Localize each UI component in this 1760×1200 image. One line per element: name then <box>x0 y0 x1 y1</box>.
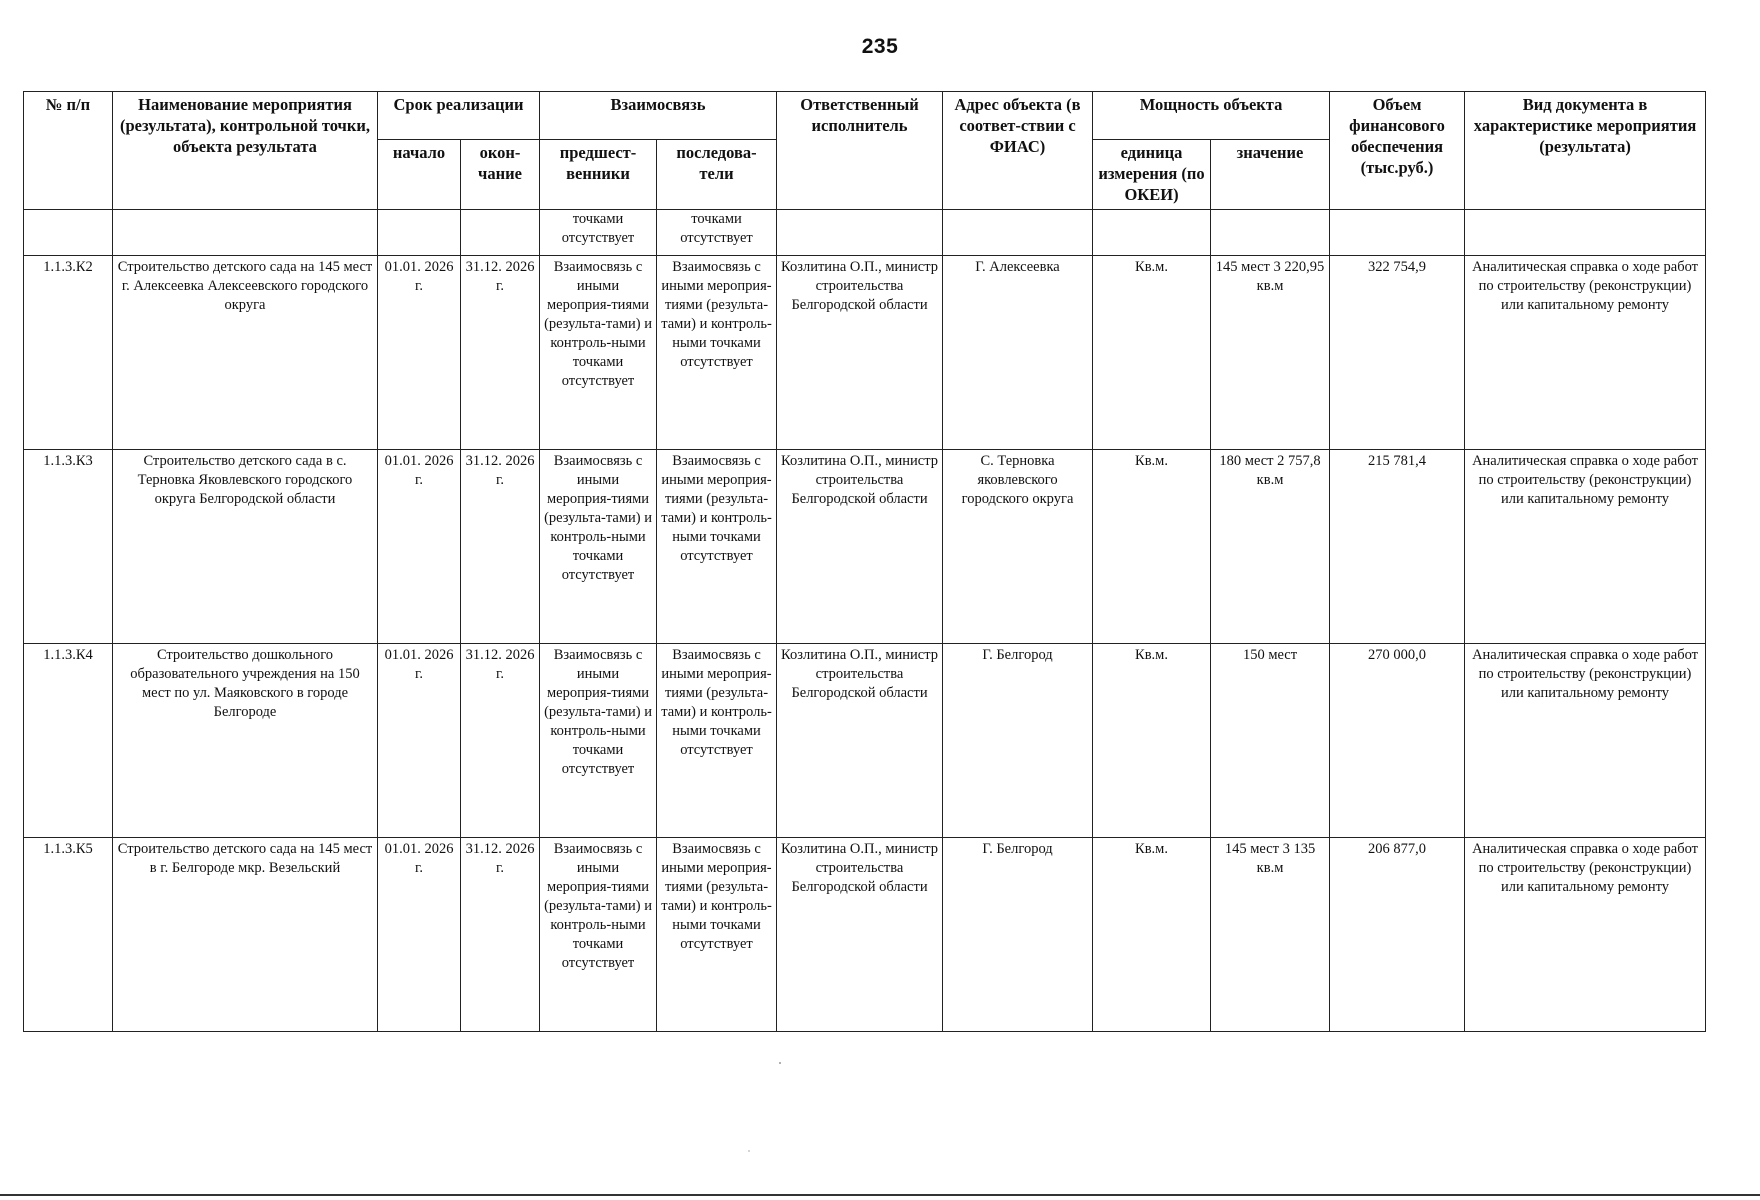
cell-empty <box>943 210 1093 256</box>
cell-responsible: Козлитина О.П., министр строительства Белгородской области <box>777 256 943 450</box>
cell-empty <box>1211 210 1330 256</box>
header-value <box>1211 140 1330 210</box>
header-funding-label: Объем финансового обеспечения (тыс.руб.) <box>1349 95 1445 177</box>
header-term <box>378 92 540 140</box>
header-num <box>24 92 113 210</box>
header-predecessors <box>540 140 657 210</box>
cell-successors: Взаимосвязь с иными мероприя-тиями (результа-тами) и контроль-ными точками отсутствует <box>657 256 777 450</box>
header-doc-type-label: Вид документа в характеристике мероприятия (результата) <box>1473 95 1697 156</box>
header-relation <box>540 92 777 140</box>
cell-successors: точками отсутствует <box>657 210 777 256</box>
header-name <box>113 92 378 210</box>
header-address-label: Адрес объекта (в соответ-ствии с ФИАС) <box>954 95 1081 156</box>
cell-responsible: Козлитина О.П., министр строительства Белгородской области <box>777 838 943 1032</box>
header-successors-label: последова-тели <box>676 143 757 183</box>
cell-unit: Кв.м. <box>1093 450 1211 644</box>
cell-value: 180 мест 2 757,8 кв.м <box>1211 450 1330 644</box>
bottom-rule <box>0 1194 1760 1196</box>
header-responsible-label: Ответственный исполнитель <box>800 95 919 135</box>
cell-predecessors: Взаимосвязь с иными мероприя-тиями (результа-тами) и контроль-ными точками отсутствует <box>540 838 657 1032</box>
header-predecessors-label: предшест-венники <box>559 143 637 183</box>
cell-value: 150 мест <box>1211 644 1330 838</box>
cell-code: 1.1.3.К4 <box>24 644 113 838</box>
cell-doc-type: Аналитическая справка о ходе работ по строительству (реконструкции) или капитальному ремонту <box>1465 450 1706 644</box>
cell-end: 31.12. 2026 г. <box>461 450 540 644</box>
cell-empty <box>1093 210 1211 256</box>
header-term-end-label: окон-чание <box>478 143 522 183</box>
cell-end: 31.12. 2026 г. <box>461 644 540 838</box>
header-unit <box>1093 140 1211 210</box>
cell-name: Строительство детского сада на 145 мест г. Алексеевка Алексеевского городского округа <box>113 256 378 450</box>
cell-address: С. Терновка яковлевского городского округа <box>943 450 1093 644</box>
cell-empty <box>1465 210 1706 256</box>
header-address <box>943 92 1093 210</box>
cell-end: 31.12. 2026 г. <box>461 838 540 1032</box>
header-relation-label: Взаимосвязь <box>610 95 706 114</box>
cell-code: 1.1.3.К3 <box>24 450 113 644</box>
header-doc-type <box>1465 92 1706 210</box>
cell-name: Строительство детского сада на 145 мест в г. Белгороде мкр. Везельский <box>113 838 378 1032</box>
header-term-end <box>461 140 540 210</box>
cell-funding: 206 877,0 <box>1330 838 1465 1032</box>
header-capacity <box>1093 92 1330 140</box>
table-row <box>24 450 1706 644</box>
table-row <box>24 644 1706 838</box>
cell-successors: Взаимосвязь с иными мероприя-тиями (результа-тами) и контроль-ными точками отсутствует <box>657 450 777 644</box>
cell-empty <box>113 210 378 256</box>
header-term-start-label: начало <box>392 143 446 162</box>
cell-responsible: Козлитина О.П., министр строительства Белгородской области <box>777 450 943 644</box>
header-num-label: № п/п <box>45 95 91 114</box>
cell-funding: 215 781,4 <box>1330 450 1465 644</box>
cell-address: Г. Белгород <box>943 644 1093 838</box>
cell-predecessors: Взаимосвязь с иными мероприя-тиями (результа-тами) и контроль-ными точками отсутствует <box>540 450 657 644</box>
cell-successors: Взаимосвязь с иными мероприя-тиями (результа-тами) и контроль-ными точками отсутствует <box>657 838 777 1032</box>
header-funding <box>1330 92 1465 210</box>
cell-value: 145 мест 3 135 кв.м <box>1211 838 1330 1032</box>
cell-start: 01.01. 2026 г. <box>378 450 461 644</box>
cell-name: Строительство детского сада в с. Терновка Яковлевского городского округа Белгородской области <box>113 450 378 644</box>
cell-value: 145 мест 3 220,95 кв.м <box>1211 256 1330 450</box>
cell-empty <box>378 210 461 256</box>
header-unit-label: единица измерения (по ОКЕИ) <box>1098 143 1205 204</box>
page-number: 235 <box>861 35 899 58</box>
cell-funding: 322 754,9 <box>1330 256 1465 450</box>
header-value-label: значение <box>1236 143 1304 162</box>
header-responsible <box>777 92 943 210</box>
activities-table <box>23 91 1706 1032</box>
cell-start: 01.01. 2026 г. <box>378 644 461 838</box>
cell-end: 31.12. 2026 г. <box>461 256 540 450</box>
cell-unit: Кв.м. <box>1093 644 1211 838</box>
table-row <box>24 256 1706 450</box>
header-term-start <box>378 140 461 210</box>
cell-empty <box>1330 210 1465 256</box>
header-capacity-label: Мощность объекта <box>1139 95 1283 114</box>
cell-doc-type: Аналитическая справка о ходе работ по строительству (реконструкции) или капитальному ремонту <box>1465 256 1706 450</box>
cell-successors: Взаимосвязь с иными мероприя-тиями (результа-тами) и контроль-ными точками отсутствует <box>657 644 777 838</box>
cell-name: Строительство дошкольного образовательного учреждения на 150 мест по ул. Маяковского в городе Белгороде <box>113 644 378 838</box>
cell-predecessors: точками отсутствует <box>540 210 657 256</box>
cell-start: 01.01. 2026 г. <box>378 256 461 450</box>
cell-unit: Кв.м. <box>1093 256 1211 450</box>
cell-empty <box>24 210 113 256</box>
cell-address: Г. Алексеевка <box>943 256 1093 450</box>
cell-code: 1.1.3.К5 <box>24 838 113 1032</box>
cell-predecessors: Взаимосвязь с иными мероприя-тиями (результа-тами) и контроль-ными точками отсутствует <box>540 256 657 450</box>
cell-address: Г. Белгород <box>943 838 1093 1032</box>
cell-empty <box>461 210 540 256</box>
continuation-row <box>24 210 1706 256</box>
cell-code: 1.1.3.К2 <box>24 256 113 450</box>
cell-start: 01.01. 2026 г. <box>378 838 461 1032</box>
cell-predecessors: Взаимосвязь с иными мероприя-тиями (результа-тами) и контроль-ными точками отсутствует <box>540 644 657 838</box>
cell-empty <box>777 210 943 256</box>
cell-funding: 270 000,0 <box>1330 644 1465 838</box>
cell-responsible: Козлитина О.П., министр строительства Белгородской области <box>777 644 943 838</box>
table-row <box>24 838 1706 1032</box>
scan-speck <box>748 1150 750 1152</box>
header-successors <box>657 140 777 210</box>
scan-speck <box>779 1062 781 1064</box>
header-name-label: Наименование мероприятия (результата), контрольной точки, объекта результата <box>120 95 370 156</box>
cell-unit: Кв.м. <box>1093 838 1211 1032</box>
header-term-label: Срок реализации <box>393 95 524 114</box>
cell-doc-type: Аналитическая справка о ходе работ по строительству (реконструкции) или капитальному ремонту <box>1465 644 1706 838</box>
cell-doc-type: Аналитическая справка о ходе работ по строительству (реконструкции) или капитальному ремонту <box>1465 838 1706 1032</box>
